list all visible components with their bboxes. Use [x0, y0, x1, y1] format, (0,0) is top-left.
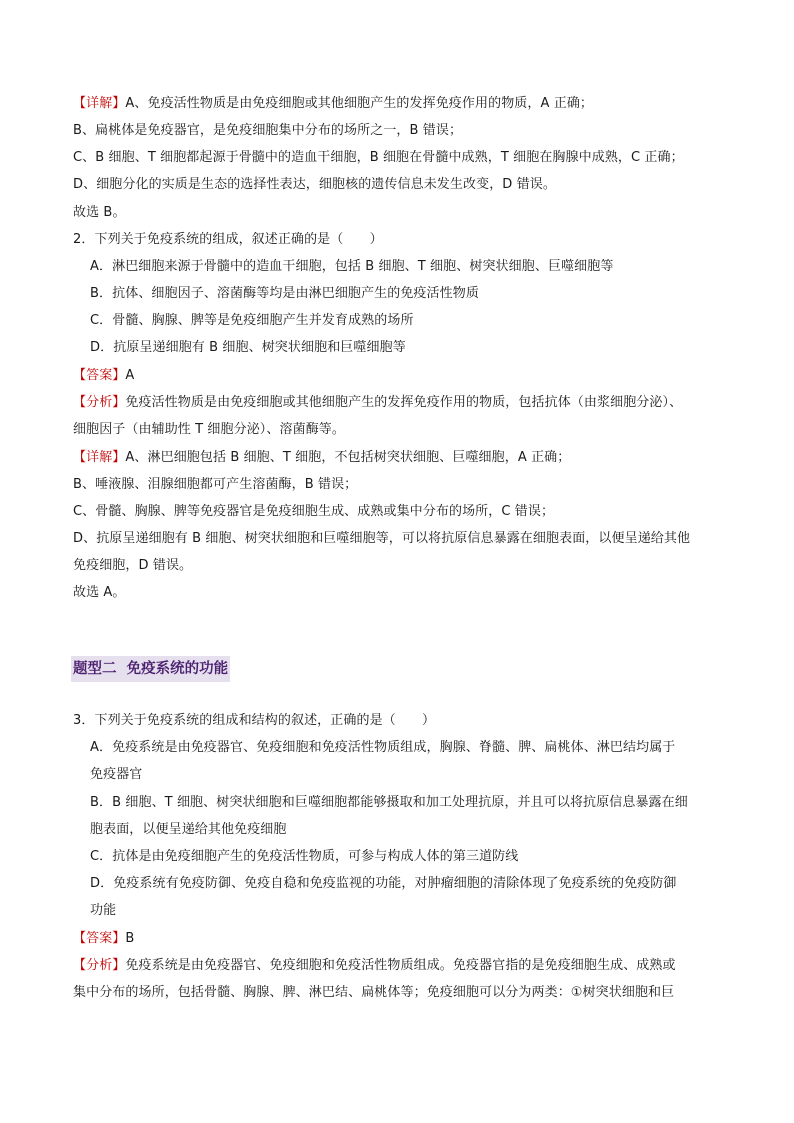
q2-detail-line-5: 免疫细胞，D 错误。 [73, 558, 193, 573]
q3-analysis-line-1: 【分析】免疫系统是由免疫器官、免疫细胞和免疫活性物质组成。免疫器官指的是免疫细胞生成、成熟或 [73, 958, 676, 973]
q2-analysis-line-1: 【分析】免疫活性物质是由免疫细胞或其他细胞产生的发挥免疫作用的物质，包括抗体（由浆细胞分泌）、 [73, 395, 683, 410]
section-prefix: 题型二 [73, 661, 117, 677]
q2-detail-line-1: 【详解】A、淋巴细胞包括 B 细胞、T 细胞，不包括树突状细胞、巨噬细胞，A 正确； [73, 450, 571, 465]
section-title: 免疫系统的功能 [126, 661, 229, 677]
q1-detail-line-2: B、扁桃体是免疫器官，是免疫细胞集中分布的场所之一，B 错误； [73, 123, 463, 138]
q2-detail-line-4: D、抗原呈递细胞有 B 细胞、树突状细胞和巨噬细胞等，可以将抗原信息暴露在细胞表面，以便呈递给其他 [73, 531, 691, 546]
q3-option-a-line-1: A．免疫系统是由免疫器官、免疫细胞和免疫活性物质组成，胸腺、脊髓、脾、扁桃体、淋巴结均属于 [90, 740, 676, 755]
q3-stem: 3．下列关于免疫系统的组成和结构的叙述，正确的是（ ） [73, 713, 436, 728]
q3-analysis-line-2: 集中分布的场所，包括骨髓、胸腺、脾、淋巴结、扁桃体等；免疫细胞可以分为两类：①树突状细胞和巨 [73, 985, 675, 1000]
q2-detail-line-3: C、骨髓、胸腺、脾等免疫器官是免疫细胞生成、成熟或集中分布的场所，C 错误； [73, 504, 555, 519]
q2-stem: 2．下列关于免疫系统的组成，叙述正确的是（ ） [73, 232, 383, 247]
q3-option-d-line-2: 功能 [90, 903, 117, 918]
q2-option-b: B．抗体、细胞因子、溶菌酶等均是由淋巴细胞产生的免疫活性物质 [90, 286, 479, 301]
q3-option-c: C．抗体是由免疫细胞产生的免疫活性物质，可参与构成人体的第三道防线 [90, 849, 519, 864]
q3-option-d-line-1: D．免疫系统有免疫防御、免疫自稳和免疫监视的功能，对肿瘤细胞的清除体现了免疫系统的免疫防御 [90, 876, 677, 891]
q1-detail-line-4: D、细胞分化的实质是生态的选择性表达，细胞核的遗传信息未发生改变，D 错误。 [73, 177, 556, 192]
section-heading [71, 656, 230, 682]
q2-option-a: A．淋巴细胞来源于骨髓中的造血干细胞，包括 B 细胞、T 细胞、树突状细胞、巨噬细胞等 [90, 259, 614, 274]
q1-detail-line-3: C、B 细胞、T 细胞都起源于骨髓中的造血干细胞，B 细胞在骨髓中成熟，T 细胞在胸腺中成熟，C 正确； [73, 150, 684, 165]
q3-option-b-line-2: 胞表面，以便呈递给其他免疫细胞 [90, 822, 287, 837]
q2-conclusion: 故选 A。 [73, 585, 126, 600]
q2-detail-line-2: B、唾液腺、泪腺细胞都可产生溶菌酶，B 错误； [73, 477, 358, 492]
q3-option-b-line-1: B．B 细胞、T 细胞、树突状细胞和巨噬细胞都能够摄取和加工处理抗原，并且可以将抗原信息暴露在细 [90, 795, 688, 810]
q2-answer: 【答案】A [73, 368, 135, 383]
q2-option-c: C．骨髓、胸腺、脾等是免疫细胞产生并发育成熟的场所 [90, 313, 414, 328]
q3-answer: 【答案】B [73, 931, 135, 946]
q2-analysis-line-2: 细胞因子（由辅助性 T 细胞分泌）、溶菌酶等。 [73, 422, 346, 437]
q2-option-d: D．抗原呈递细胞有 B 细胞、树突状细胞和巨噬细胞等 [90, 340, 406, 355]
q1-detail-line-1: 【详解】A、免疫活性物质是由免疫细胞或其他细胞产生的发挥免疫作用的物质，A 正确； [73, 96, 594, 111]
q3-option-a-line-2: 免疫器官 [90, 767, 143, 782]
q1-conclusion: 故选 B。 [73, 205, 126, 220]
detail-tag: 【详解】 [73, 96, 126, 111]
